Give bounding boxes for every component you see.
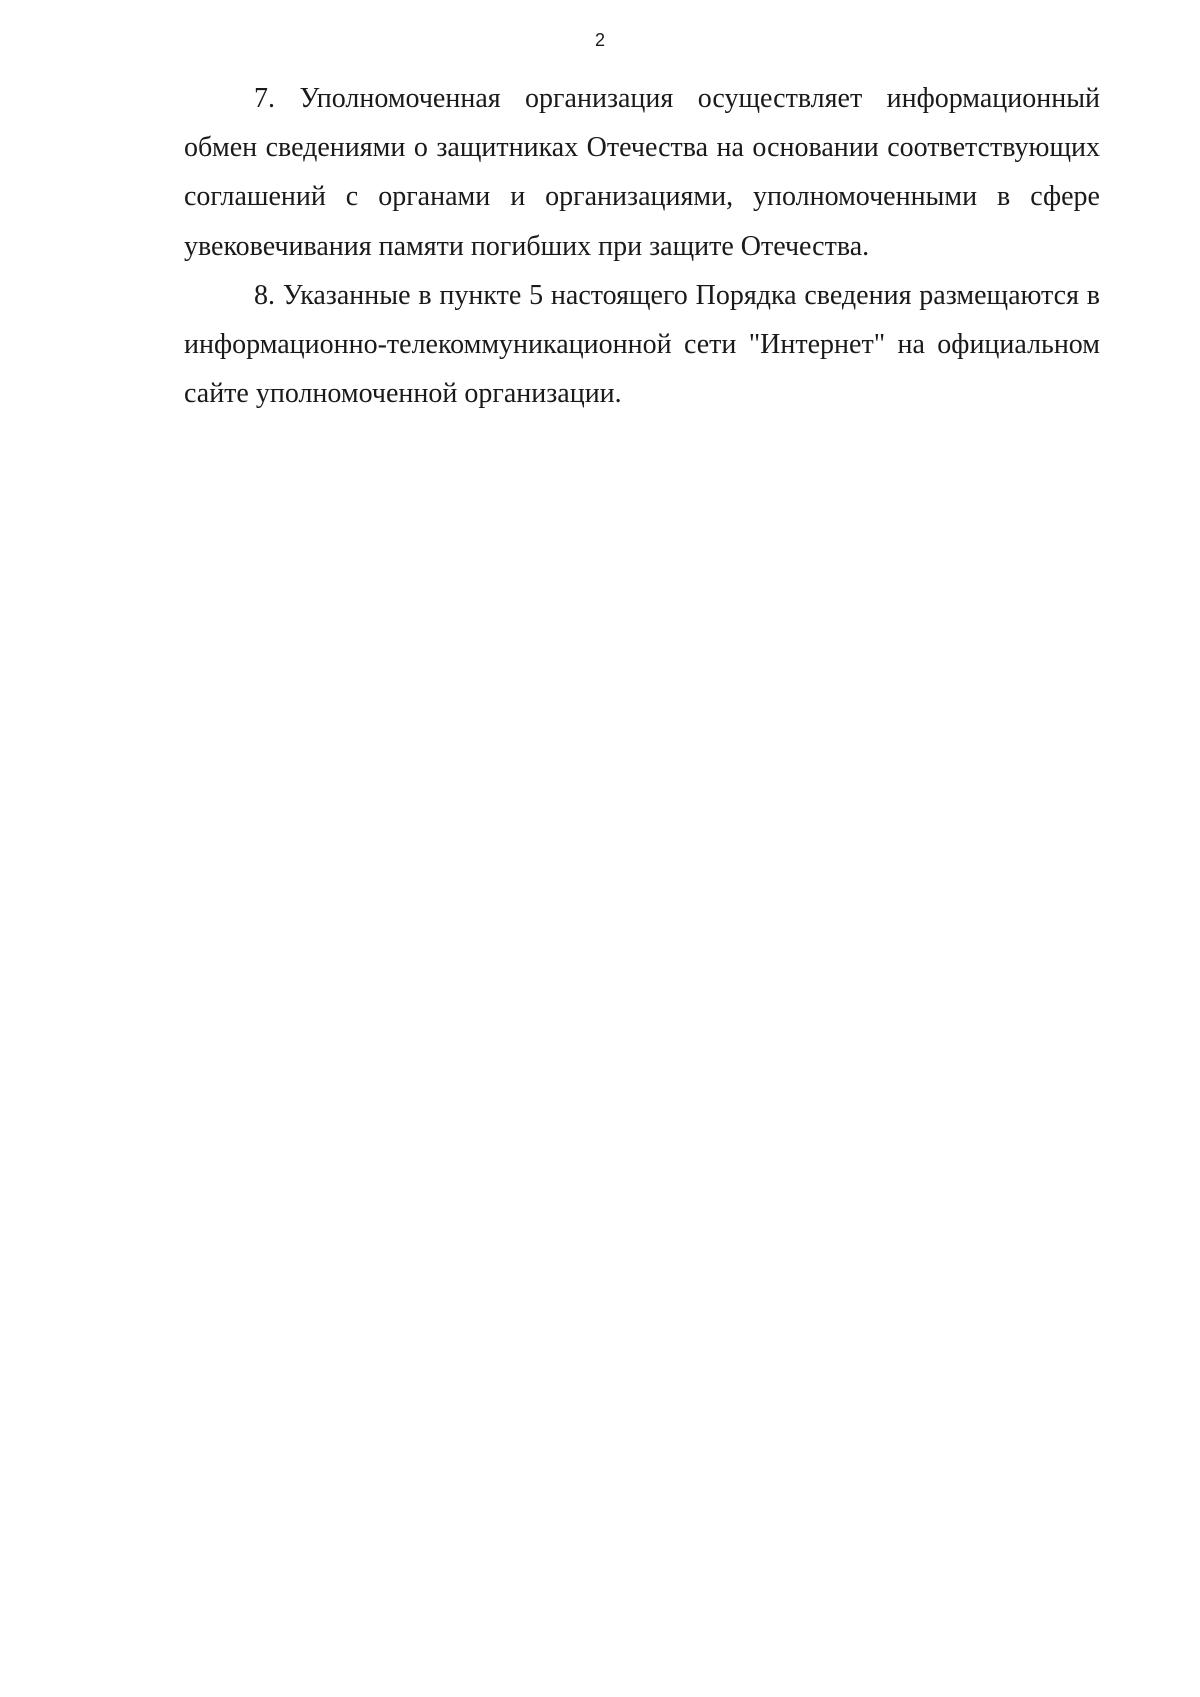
paragraph-8: 8. Указанные в пункте 5 настоящего Порядка сведения размещаются в информационно-телекоммуникационной сети "Интернет" на официальном сайте уполномоченной организации. [184, 279, 1100, 410]
document-body [184, 74, 1100, 418]
paragraph-7: 7. Уполномоченная организация осуществляет информационный обмен сведениями о защитниках Отечества на основании соответствующих соглашений с органами и организациями, уполномоченными в сфере увековечивания памяти погибших при защите Отечества. [184, 83, 1100, 262]
page-number: 2 [594, 30, 605, 50]
